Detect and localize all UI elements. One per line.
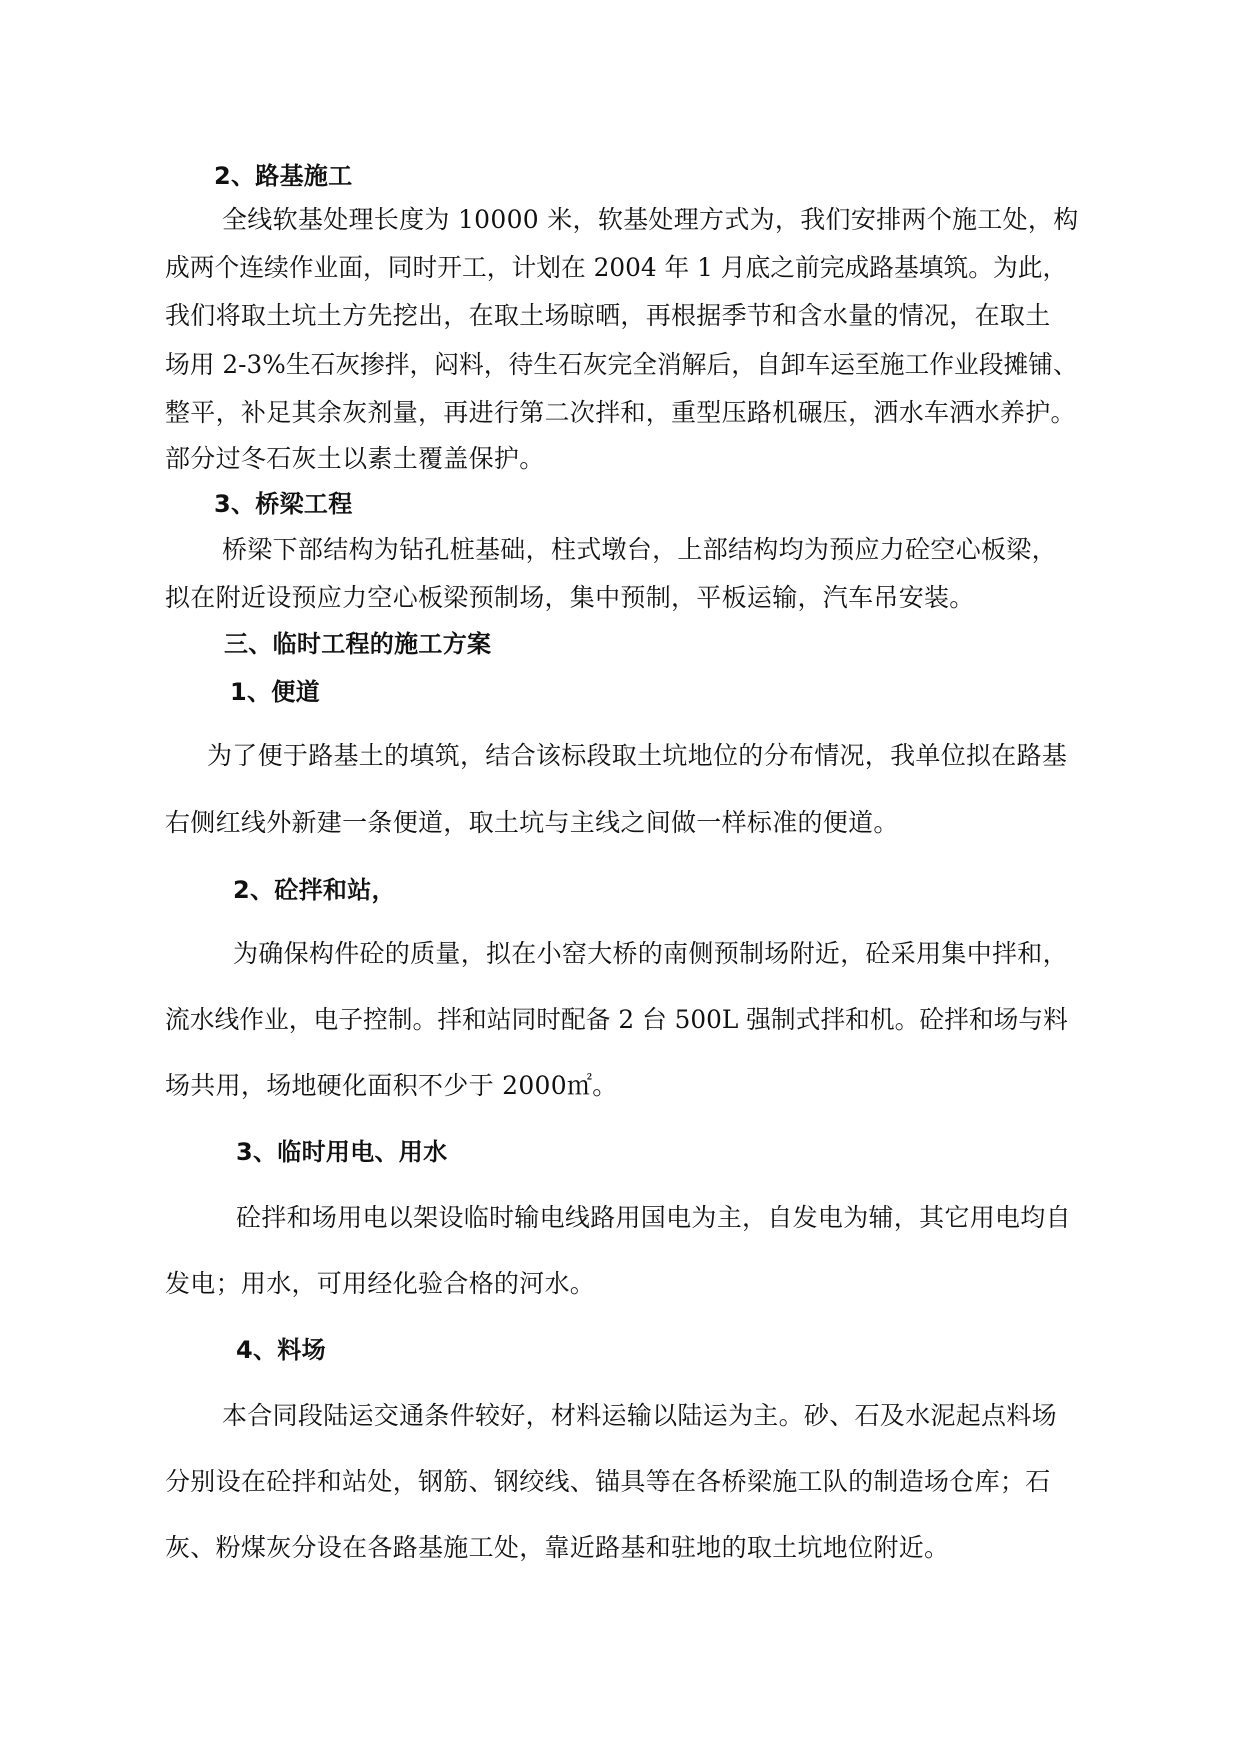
paragraph-line: 场共用，场地硬化面积不少于 2000㎡。: [165, 1071, 618, 1100]
paragraph-line: 本合同段陆运交通条件较好，材料运输以陆运为主。砂、石及水泥起点料场: [222, 1401, 1057, 1430]
paragraph-line: 流水线作业，电子控制。拌和站同时配备 2 台 500L 强制式拌和机。砼拌和场与料: [165, 1005, 1068, 1034]
paragraph-line: 灰、粉煤灰分设在各路基施工处，靠近路基和驻地的取土坑地位附近。: [165, 1533, 950, 1562]
paragraph-line: 拟在附近设预应力空心板梁预制场，集中预制，平板运输，汽车吊安装。: [165, 583, 975, 612]
paragraph-line: 发电；用水，可用经化验合格的河水。: [165, 1269, 596, 1298]
section-heading-mixing-station: 2、砼拌和站，: [233, 876, 396, 904]
paragraph-line: 分别设在砼拌和站处，钢筋、钢绞线、锚具等在各桥梁施工队的制造场仓库；石: [165, 1467, 1051, 1496]
paragraph-line: 右侧红线外新建一条便道，取土坑与主线之间做一样标准的便道。: [165, 808, 899, 837]
section-heading-power-water: 3、临时用电、用水: [236, 1138, 448, 1166]
section-heading-access-road: 1、便道: [230, 678, 320, 706]
section-heading-bridge: 3、桥梁工程: [214, 490, 353, 518]
paragraph-line: 整平，补足其余灰剂量，再进行第二次拌和，重型压路机碾压，洒水车洒水养护。: [165, 398, 1076, 427]
paragraph-line: 为了便于路基土的填筑，结合该标段取土坑地位的分布情况，我单位拟在路基: [207, 741, 1068, 770]
paragraph-line: 部分过冬石灰土以素土覆盖保护。: [165, 444, 545, 473]
paragraph-line: 场用 2-3%生石灰掺拌，闷料，待生石灰完全消解后，自卸车运至施工作业段摊铺、: [165, 350, 1078, 379]
paragraph-line: 成两个连续作业面，同时开工，计划在 2004 年 1 月底之前完成路基填筑。为此，: [165, 253, 1068, 282]
section-heading-roadbed: 2、路基施工: [214, 162, 353, 190]
paragraph-line: 我们将取土坑土方先挖出，在取土场晾晒，再根据季节和含水量的情况，在取土: [165, 301, 1051, 330]
paragraph-line: 为确保构件砼的质量，拟在小窑大桥的南侧预制场附近，砼采用集中拌和，: [233, 939, 1068, 968]
paragraph-line: 桥梁下部结构为钻孔桩基础，柱式墩台，上部结构均为预应力砼空心板梁，: [222, 535, 1057, 564]
section-heading-material-yard: 4、料场: [236, 1336, 326, 1364]
paragraph-line: 砼拌和场用电以架设临时输电线路用国电为主，自发电为辅，其它用电均自: [236, 1203, 1071, 1232]
section-heading-temporary-works: 三、临时工程的施工方案: [224, 630, 492, 658]
paragraph-line: 全线软基处理长度为 10000 米，软基处理方式为，我们安排两个施工处，构: [222, 205, 1079, 234]
